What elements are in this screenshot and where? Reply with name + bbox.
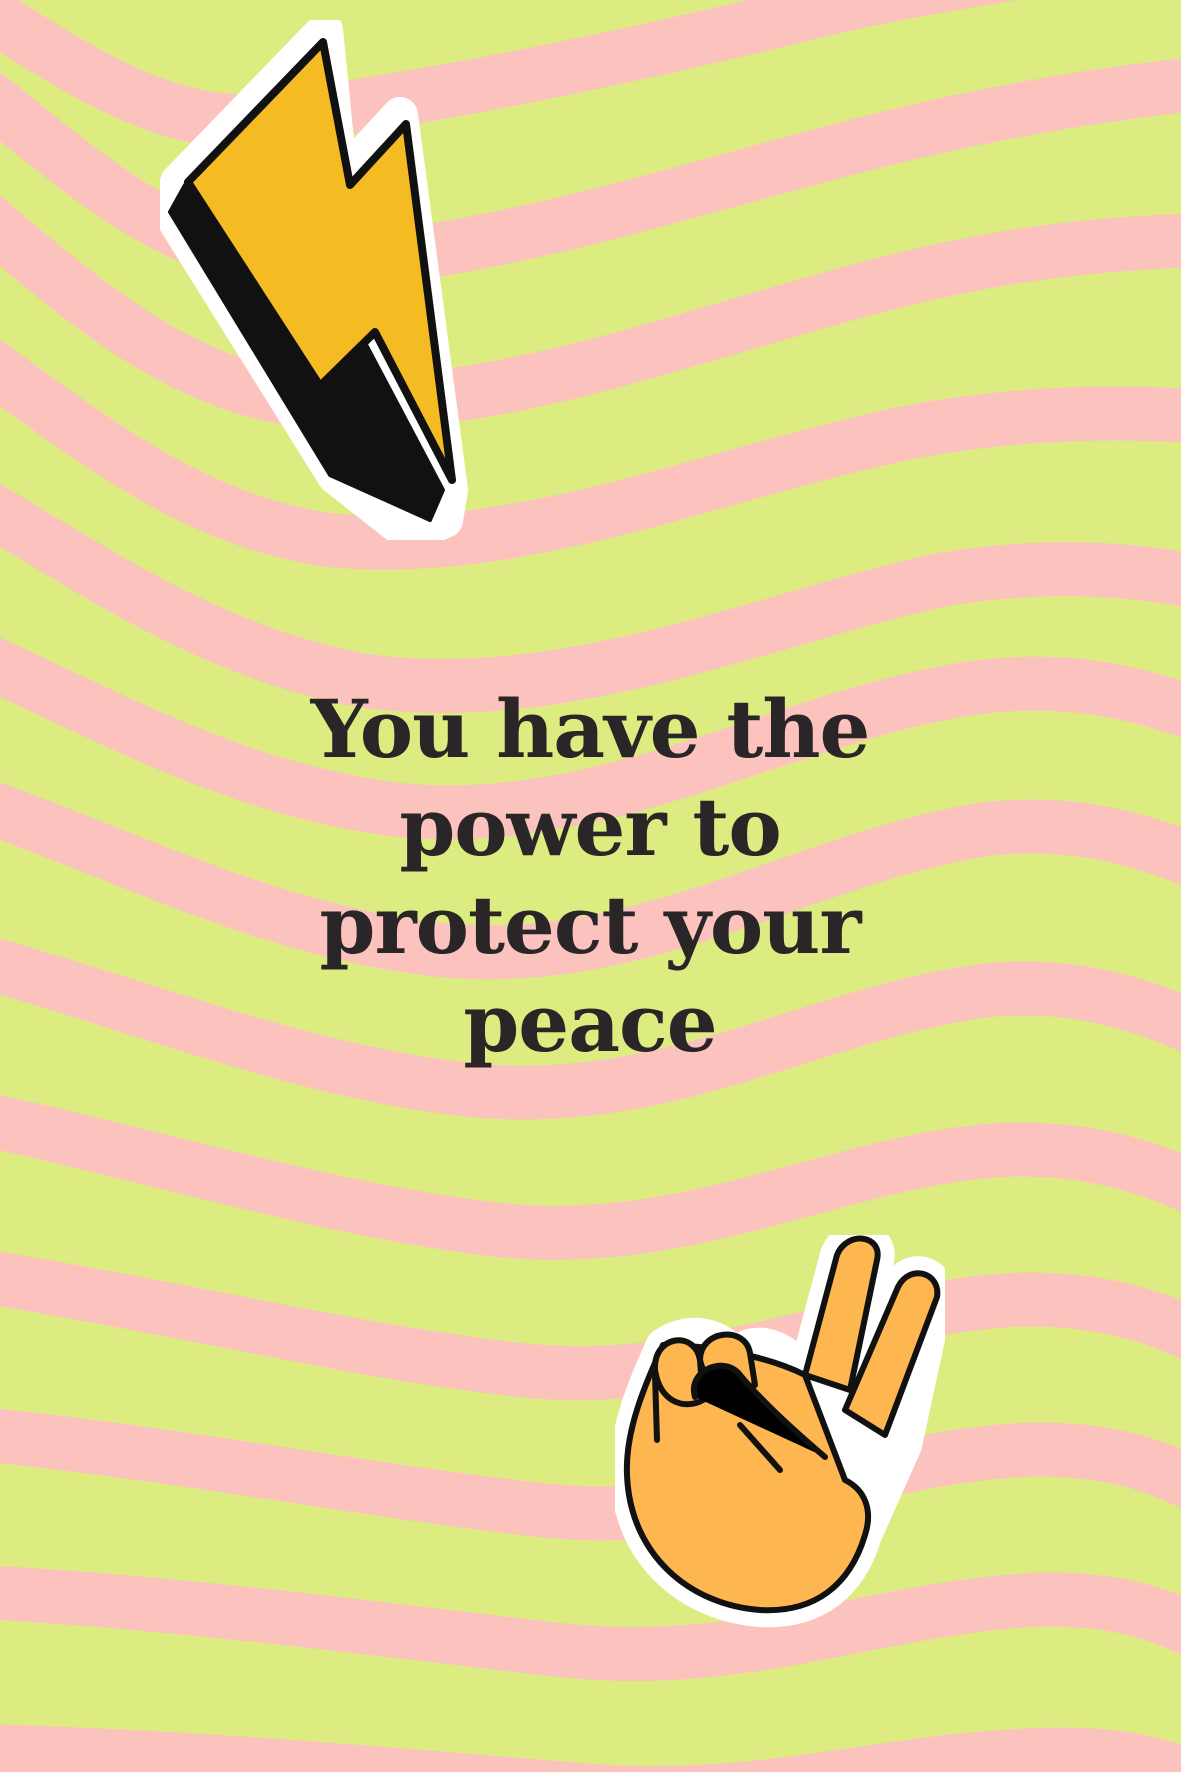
peace-sign-hand-icon	[615, 1235, 945, 1630]
quote-text	[190, 680, 990, 1072]
quote-line-3: protect your	[319, 878, 861, 972]
quote-line-4: peace	[463, 976, 717, 1070]
lightning-bolt-icon	[160, 20, 520, 540]
quote-line-1: You have the	[310, 682, 870, 776]
quote-line-2: power to	[399, 780, 781, 874]
